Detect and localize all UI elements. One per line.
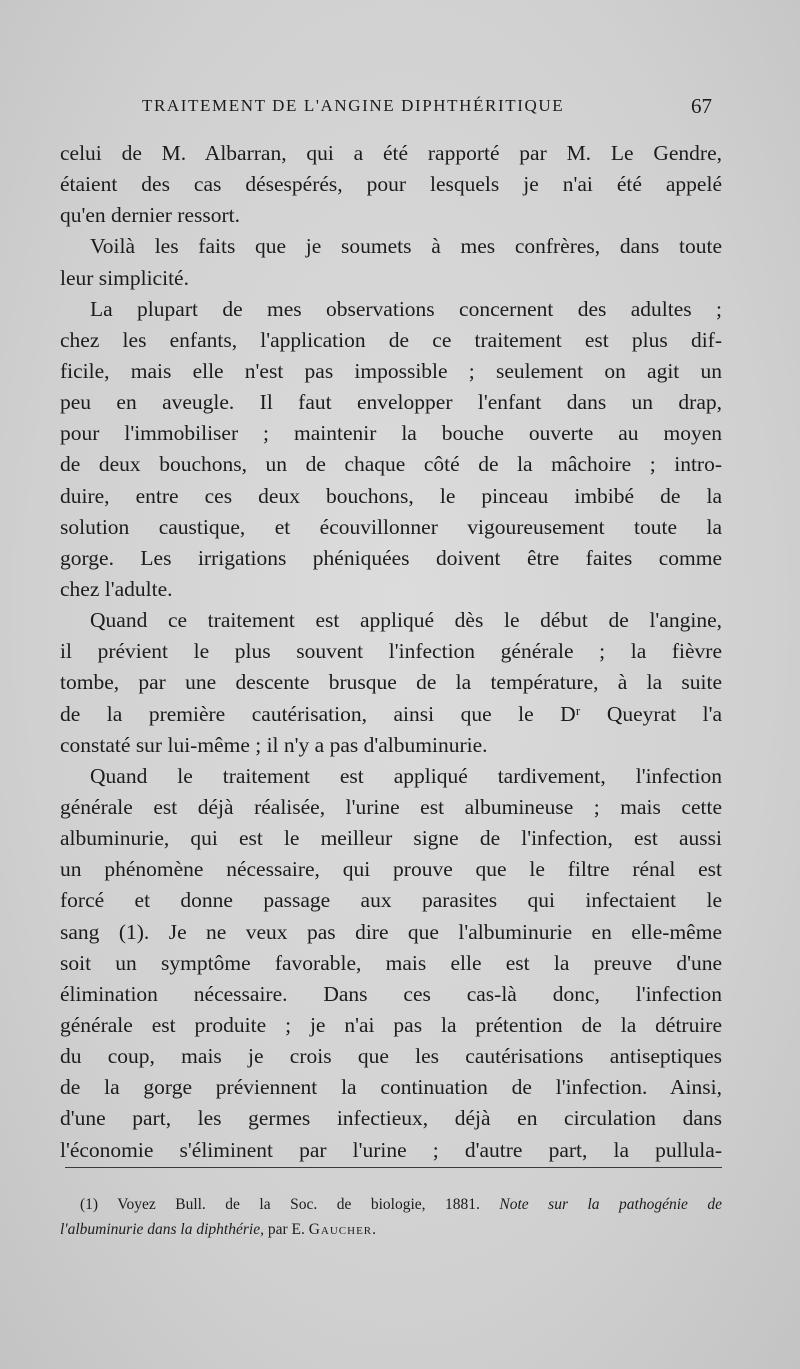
text-line: du coup, mais je crois que les cautérisations antiseptiques: [60, 1044, 722, 1069]
text-line: de deux bouchons, un de chaque côté de la mâchoire ; intro-: [60, 452, 722, 477]
footnote-author: Gaucher.: [308, 1221, 378, 1238]
text-line: peu en aveugle. Il faut envelopper l'enfant dans un drap,: [60, 390, 722, 415]
text-line: élimination nécessaire. Dans ces cas-là donc, l'infection: [60, 981, 722, 1006]
text-line: qu'en dernier ressort.: [60, 203, 240, 228]
text-line: La plupart de mes observations concernent des adultes ;: [90, 296, 722, 321]
text-line: de la première cautérisation, ainsi que le Dʳ Queyrat l'a: [60, 701, 722, 726]
footnote-line: [60, 1192, 722, 1217]
footnote-title: Note sur la pathogénie de: [499, 1196, 723, 1213]
text-line: forcé et donne passage aux parasites qui infectaient le: [60, 888, 722, 913]
text-line: albuminurie, qui est le meilleur signe de l'infection, est aussi: [60, 826, 722, 851]
footnote: [60, 1192, 722, 1242]
text-line: de la gorge préviennent la continuation de l'infection. Ainsi,: [60, 1075, 722, 1100]
text-line: un phénomène nécessaire, qui prouve que le filtre rénal est: [60, 857, 722, 882]
text-line: solution caustique, et écouvillonner vigoureusement toute la: [60, 514, 722, 539]
text-line: étaient des cas désespérés, pour lesquels je n'ai été appelé: [60, 172, 722, 197]
text-line: ficile, mais elle n'est pas impossible ; seulement on agit un: [60, 358, 722, 383]
text-line: sang (1). Je ne veux pas dire que l'albuminurie en elle-même: [60, 919, 722, 944]
text-line: Quand ce traitement est appliqué dès le début de l'angine,: [90, 608, 722, 633]
text-line: il prévient le plus souvent l'infection générale ; la fièvre: [60, 639, 722, 664]
running-title: TRAITEMENT DE L'ANGINE DIPHTHÉRITIQUE: [142, 96, 565, 115]
text-line: gorge. Les irrigations phéniquées doivent être faites comme: [60, 545, 722, 570]
text-line: leur simplicité.: [60, 265, 189, 290]
footnote-title-continued: l'albuminurie dans la diphthérie,: [60, 1221, 264, 1238]
text-line: Quand le traitement est appliqué tardivement, l'infection: [90, 763, 722, 788]
page-header: [60, 94, 712, 124]
body-text: [60, 138, 722, 1166]
page-number: 67: [691, 94, 712, 118]
footnote-by: par E.: [267, 1221, 305, 1238]
text-line: générale est déjà réalisée, l'urine est albumineuse ; mais cette: [60, 794, 722, 819]
text-line: chez l'adulte.: [60, 576, 173, 601]
footnote-rule: [65, 1167, 722, 1168]
text-line: l'économie s'éliminent par l'urine ; d'autre part, la pullula-: [60, 1137, 722, 1162]
text-line: chez les enfants, l'application de ce traitement est plus dif-: [60, 327, 722, 352]
text-line: Voilà les faits que je soumets à mes confrères, dans toute: [90, 234, 722, 259]
text-line: tombe, par une descente brusque de la température, à la suite: [60, 670, 722, 695]
text-line: générale est produite ; je n'ai pas la prétention de la détruire: [60, 1012, 722, 1037]
footnote-citation: (1) Voyez Bull. de la Soc. de biologie, 1881.: [80, 1196, 480, 1213]
text-line: celui de M. Albarran, qui a été rapporté par M. Le Gendre,: [60, 141, 722, 165]
text-line: d'une part, les germes infectieux, déjà en circulation dans: [60, 1106, 722, 1131]
text-line: pour l'immobiliser ; maintenir la bouche ouverte au moyen: [60, 421, 722, 446]
text-line: soit un symptôme favorable, mais elle est la preuve d'une: [60, 950, 722, 975]
text-line: duire, entre ces deux bouchons, le pinceau imbibé de la: [60, 483, 722, 508]
text-line: constaté sur lui-même ; il n'y a pas d'albuminurie.: [60, 732, 488, 757]
footnote-line: [60, 1217, 722, 1242]
